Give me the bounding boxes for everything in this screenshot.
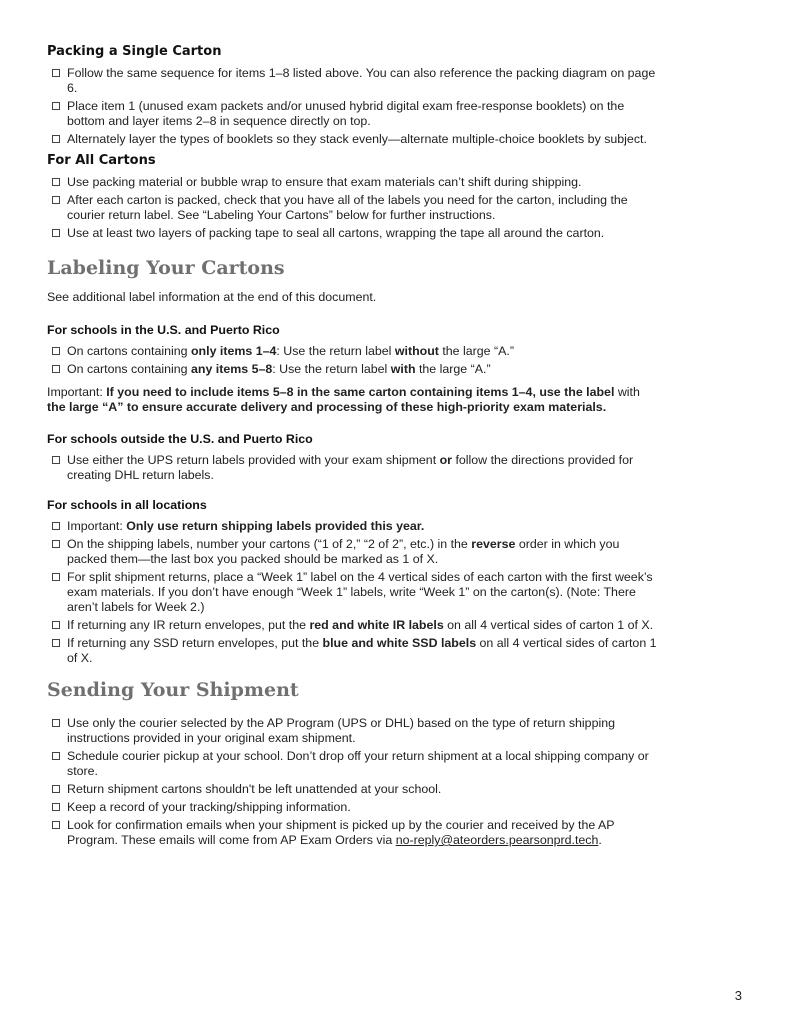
text-run: Use only the courier selected by the AP Program (UPS or DHL) based on the type of return shipping instructions provided in your original exam shipment.	[67, 716, 616, 745]
bold-text: with	[390, 362, 416, 376]
bold-text: reverse	[471, 537, 516, 551]
text-run: If returning any SSD return envelopes, put the	[67, 636, 323, 650]
checkbox-icon	[52, 803, 60, 811]
checkbox-icon	[52, 196, 60, 204]
text-run: : Use the return label	[272, 362, 391, 376]
outside-heading: For schools outside the U.S. and Puerto Rico	[47, 432, 313, 446]
checkbox-icon	[52, 540, 60, 548]
all-cartons-list	[47, 175, 657, 241]
last-item-text: Look for confirmation emails when your shipment is picked up by the courier and received by the AP Program. These emails will come from AP Exam Orders via	[67, 818, 615, 847]
us-list	[47, 344, 657, 377]
checkbox-icon	[52, 178, 60, 186]
text-run: Alternately layer the types of booklets so they stack evenly—alternate multiple-choice booklets by subject.	[67, 132, 647, 146]
bold-text: the large “A” to ensure accurate delivery and processing of these high-priority exam materials.	[47, 400, 607, 414]
checkbox-icon	[52, 573, 60, 581]
bold-text: only items 1–4	[190, 344, 277, 358]
text-run: the large “A.”	[438, 344, 514, 358]
checklist-item	[47, 570, 657, 615]
checklist-item	[47, 749, 657, 779]
text-run: After each carton is packed, check that you have all of the labels you need for the carton, including the courier return label. See “Labeling Your Cartons” below for further instructions.	[67, 193, 628, 222]
checkbox-icon	[52, 456, 60, 464]
checkbox-icon	[52, 69, 60, 77]
checklist-item	[47, 226, 657, 241]
text-run: On cartons containing	[67, 344, 191, 358]
text-run: On the shipping labels, number your cartons (“1 of 2,” “2 of 2”, etc.) in the	[67, 537, 472, 551]
text-run: on all 4 vertical sides of carton 1 of X.	[67, 636, 657, 665]
checklist-item	[47, 193, 657, 223]
text-run: Use packing material or bubble wrap to ensure that exam materials can’t shift during shipping.	[67, 175, 582, 189]
text-run: Follow the same sequence for items 1–8 listed above. You can also reference the packing diagram on page 6.	[67, 66, 656, 95]
text-run: Use at least two layers of packing tape to seal all cartons, wrapping the tape all around the carton.	[67, 226, 605, 240]
checklist-item	[47, 453, 657, 483]
text-run: with	[617, 385, 640, 399]
page-number: 3	[734, 988, 742, 1003]
all-locations-list	[47, 519, 657, 666]
checkbox-icon	[52, 347, 60, 355]
checklist-item	[47, 132, 657, 147]
all-cartons-heading: For All Cartons	[47, 153, 156, 168]
text-run: If returning any IR return envelopes, put the	[67, 618, 310, 632]
checklist-item	[47, 175, 657, 190]
text-run: Return shipment cartons shouldn't be left unattended at your school.	[67, 782, 442, 796]
checkbox-icon	[52, 821, 60, 829]
text-run: the large “A.”	[415, 362, 491, 376]
checkbox-icon	[52, 102, 60, 110]
packing-single-list	[47, 66, 657, 147]
text-run: : Use the return label	[276, 344, 395, 358]
checklist-item	[47, 344, 657, 359]
bold-text: red and white IR labels	[309, 618, 444, 632]
outside-list	[47, 453, 657, 483]
checklist-item	[47, 782, 657, 797]
checklist-item	[47, 99, 657, 129]
bold-text: without	[394, 344, 439, 358]
text-run: Important:	[67, 519, 123, 533]
bold-text: or	[439, 453, 452, 467]
checklist-item	[47, 618, 657, 633]
all-locations-heading: For schools in all locations	[47, 498, 207, 512]
checklist-item	[47, 537, 657, 567]
checklist-item	[47, 800, 657, 815]
document-page	[47, 44, 657, 851]
bold-text: any items 5–8	[190, 362, 273, 376]
text-run: on all 4 vertical sides of carton 1 of X.	[443, 618, 654, 632]
text-run: follow the directions provided for creating DHL return labels.	[67, 453, 634, 482]
last-item-end: .	[598, 833, 602, 847]
checklist-item	[47, 636, 657, 666]
checkbox-icon	[52, 135, 60, 143]
checkbox-icon	[52, 365, 60, 373]
us-heading: For schools in the U.S. and Puerto Rico	[47, 323, 280, 337]
checkbox-icon	[52, 785, 60, 793]
checkbox-icon	[52, 229, 60, 237]
checkbox-icon	[52, 719, 60, 727]
checkbox-icon	[52, 522, 60, 530]
text-run: For split shipment returns, place a “Week 1” label on the 4 vertical sides of each carton with the first week’s exam materials. If you don’t have enough “Week 1” labels, write “Week 1” on the carton(s). (Note: There aren’t labels for Week 2.)	[67, 570, 653, 614]
packing-single-heading: Packing a Single Carton	[47, 44, 222, 59]
checklist-item	[47, 362, 657, 377]
checkbox-icon	[52, 621, 60, 629]
bold-text: blue and white SSD labels	[322, 636, 477, 650]
checklist-item	[47, 716, 657, 746]
text-run: Use either the UPS return labels provided with your exam shipment	[67, 453, 440, 467]
text-run: Important:	[47, 385, 103, 399]
labeling-intro: See additional label information at the end of this document.	[47, 290, 377, 304]
email-link[interactable]: no-reply@ateorders.pearsonprd.tech	[395, 833, 599, 847]
checklist-item	[47, 818, 657, 848]
labeling-title: Labeling Your Cartons	[47, 257, 285, 279]
sending-last-list	[47, 818, 657, 848]
checklist-item	[47, 66, 657, 96]
checklist-item	[47, 519, 657, 534]
text-run: On cartons containing	[67, 362, 191, 376]
text-run: order in which you packed them—the last box you packed should be marked as 1 of X.	[67, 537, 620, 566]
sending-title: Sending Your Shipment	[47, 679, 299, 701]
text-run: Schedule courier pickup at your school. Don’t drop off your return shipment at a local shipping company or store.	[67, 749, 649, 778]
text-run: Place item 1 (unused exam packets and/or unused hybrid digital exam free-response booklets) on the bottom and layer items 2–8 in sequence directly on top.	[67, 99, 625, 128]
checkbox-icon	[52, 752, 60, 760]
sending-list	[47, 716, 657, 815]
text-run: Keep a record of your tracking/shipping information.	[67, 800, 351, 814]
bold-text: If you need to include items 5–8 in the same carton containing items 1–4, use the label	[102, 385, 618, 399]
checkbox-icon	[52, 639, 60, 647]
bold-text: Only use return shipping labels provided this year.	[122, 519, 425, 533]
important-note	[47, 385, 657, 415]
